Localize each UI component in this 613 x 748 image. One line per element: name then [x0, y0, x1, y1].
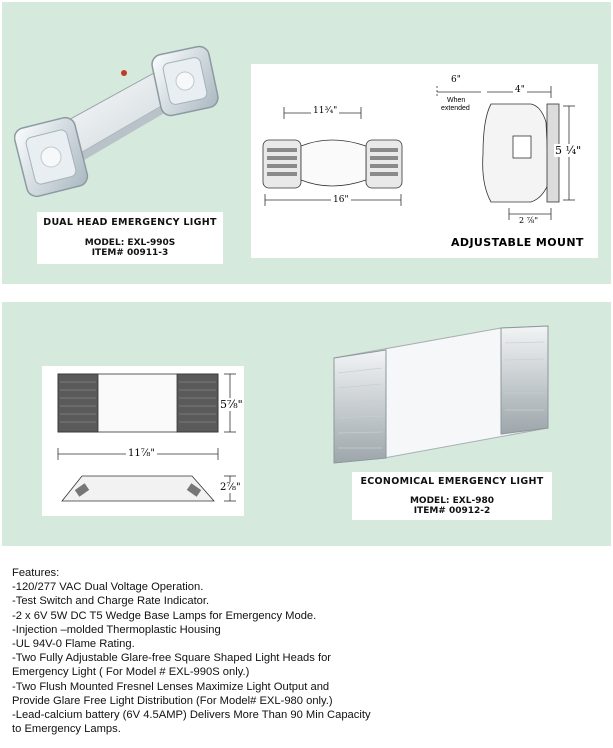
dim-extended: 6" [451, 75, 461, 85]
dual-head-model: MODEL: EXL-990S [84, 238, 176, 248]
feature-line: -Two Fully Adjustable Glare-free Square Shaped Light Heads for [12, 652, 332, 665]
feature-line: -Lead-calcium battery (6V 4.5AMP) Delivers More Than 90 Min Capacity [12, 709, 371, 722]
feature-line: to Emergency Lamps. [12, 723, 121, 736]
features-heading: Features: [12, 567, 60, 579]
dim-depth-bottom: 2 ⁷⁄₈" [519, 216, 539, 225]
adjustable-mount-diagram-card [251, 64, 598, 258]
extended-label: extended [441, 105, 470, 112]
eco-dim-height: 5⁷⁄₈" [220, 398, 243, 411]
dual-head-label-card [37, 212, 223, 264]
dual-head-item: ITEM# 00911-3 [91, 248, 169, 258]
economical-light-photo [326, 318, 556, 468]
dim-width-bottom: 16" [333, 195, 349, 205]
feature-line: Emergency Light ( For Model # EXL-990S only.) [12, 666, 250, 679]
eco-dim-depth: 2⁷⁄₈" [220, 482, 241, 493]
eco-dim-width: 11⁷⁄₈" [128, 448, 156, 459]
dual-head-dimension-drawing [251, 64, 598, 258]
dim-depth-top: 4" [515, 85, 525, 95]
feature-line: -120/277 VAC Dual Voltage Operation. [12, 581, 204, 594]
dual-head-title: DUAL HEAD EMERGENCY LIGHT [43, 217, 217, 228]
economical-diagram-card [42, 366, 244, 516]
economical-title: ECONOMICAL EMERGENCY LIGHT [360, 476, 544, 487]
feature-line: -Test Switch and Charge Rate Indicator. [12, 595, 210, 608]
feature-line: Provide Glare Free Light Distribution (For Model# EXL-980 only.) [12, 694, 333, 707]
when-label: When [447, 97, 466, 104]
feature-line: -UL 94V-0 Flame Rating. [12, 638, 135, 651]
dim-height: 5 ¹⁄₄" [555, 144, 582, 157]
economical-model: MODEL: EXL-980 [409, 496, 495, 506]
economical-item: ITEM# 00912-2 [413, 506, 491, 516]
features-list [12, 566, 602, 736]
economical-label-card [352, 472, 552, 520]
adjustable-mount-label: ADJUSTABLE MOUNT [451, 236, 584, 249]
feature-line: -2 x 6V 5W DC T5 Wedge Base Lamps for Emergency Mode. [12, 609, 317, 622]
economical-dimension-drawing [42, 366, 244, 516]
dual-head-light-photo [14, 40, 224, 215]
feature-line: -Two Flush Mounted Fresnel Lenses Maximize Light Output and [12, 680, 330, 693]
feature-line: -Injection –molded Thermoplastic Housing [12, 623, 221, 636]
dim-width-top: 11³⁄₄" [313, 106, 338, 116]
